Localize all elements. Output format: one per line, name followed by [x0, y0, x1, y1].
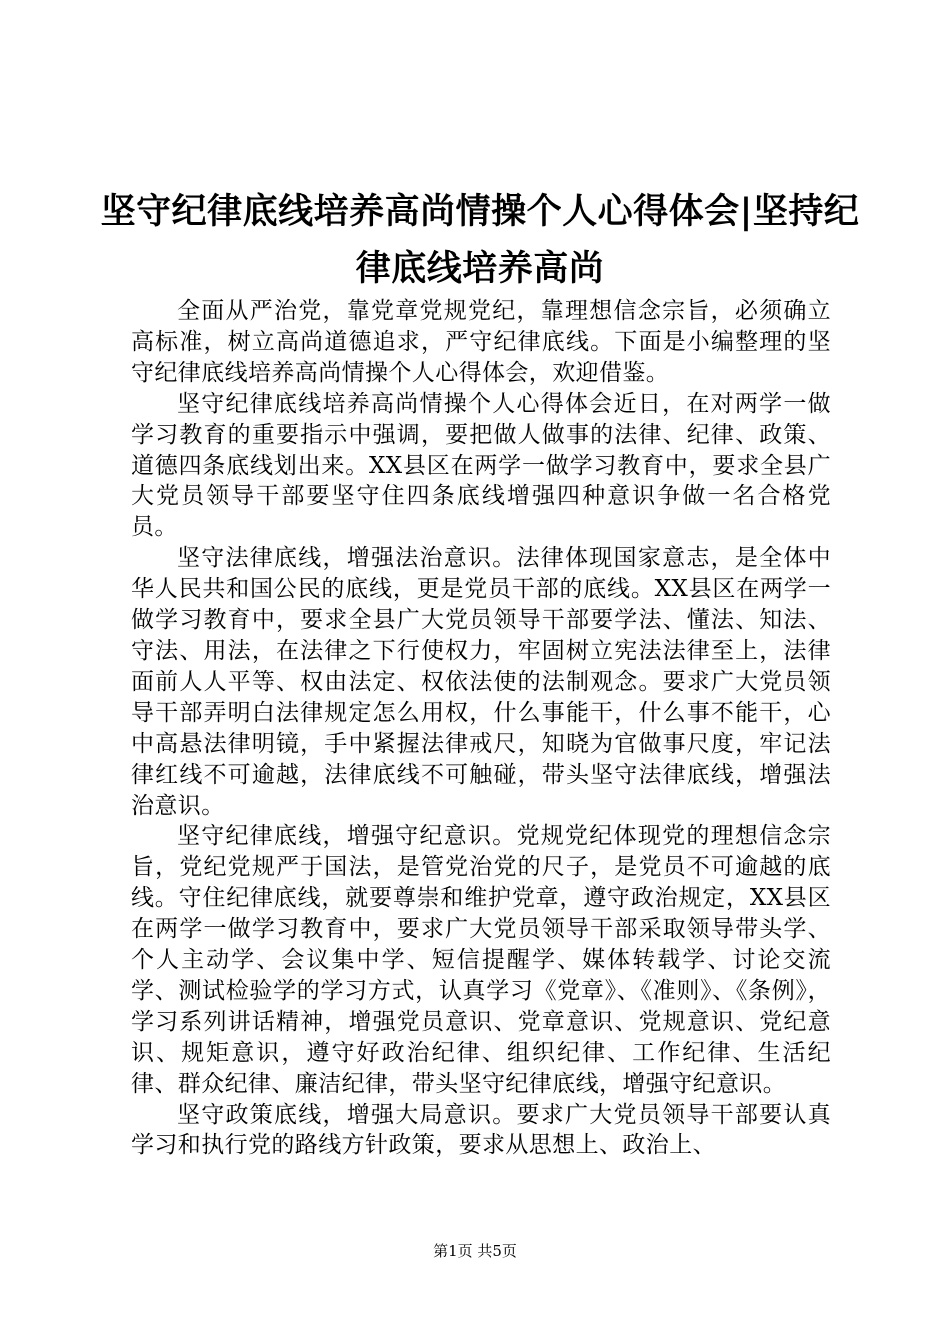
document-body [131, 296, 831, 1161]
paragraph: 全面从严治党，靠党章党规党纪，靠理想信念宗旨，必须确立高标准，树立高尚道德追求，严守纪律底线。下面是小编整理的坚守纪律底线培养高尚情操个人心得体会，欢迎借鉴。 [131, 298, 831, 386]
page-footer: 第1页 共5页 [433, 1242, 517, 1260]
paragraph: 坚守法律底线，增强法治意识。法律体现国家意志，是全体中华人民共和国公民的底线，更是党员干部的底线。XX县区在两学一做学习教育中，要求全县广大党员领导干部要学法、懂法、知法、守法、用法，在法律之下行使权力，牢固树立宪法法律至上，法律面前人人平等、权由法定、权依法使的法制观念。要求广大党员领导干部弄明白法律规定怎么用权，什么事能干，什么事不能干，心中高悬法律明镜，手中紧握法律戒尺，知晓为官做事尺度，牢记法律红线不可逾越，法律底线不可触碰，带头坚守法律底线，增强法治意识。 [131, 545, 831, 819]
paragraph: 坚守纪律底线培养高尚情操个人心得体会近日，在对两学一做学习教育的重要指示中强调，要把做人做事的法律、纪律、政策、道德四条底线划出来。XX县区在两学一做学习教育中，要求全县广大党员领导干部要坚守住四条底线增强四种意识争做一名合格党员。 [131, 390, 831, 541]
paragraph: 坚守纪律底线，增强守纪意识。党规党纪体现党的理想信念宗旨，党纪党规严于国法，是管党治党的尺子，是党员不可逾越的底线。守住纪律底线，就要尊崇和维护党章，遵守政治规定，XX县区在两学一做学习教育中，要求广大党员领导干部采取领导带头学、个人主动学、会议集中学、短信提醒学、媒体转载学、讨论交流学、测试检验学的学习方式，认真学习《党章》、《准则》、《条例》，学习系列讲话精神，增强党员意识、党章意识、党规意识、党纪意识、规矩意识，遵守好政治纪律、组织纪律、工作纪律、生活纪律、群众纪律、廉洁纪律，带头坚守纪律底线，增强守纪意识。 [131, 823, 831, 1097]
paragraph: 坚守政策底线，增强大局意识。要求广大党员领导干部要认真学习和执行党的路线方针政策，要求从思想上、政治上、 [131, 1101, 831, 1159]
document-title: 坚守纪律底线培养高尚情操个人心得体会|坚持纪律底线培养高尚 [100, 191, 860, 289]
